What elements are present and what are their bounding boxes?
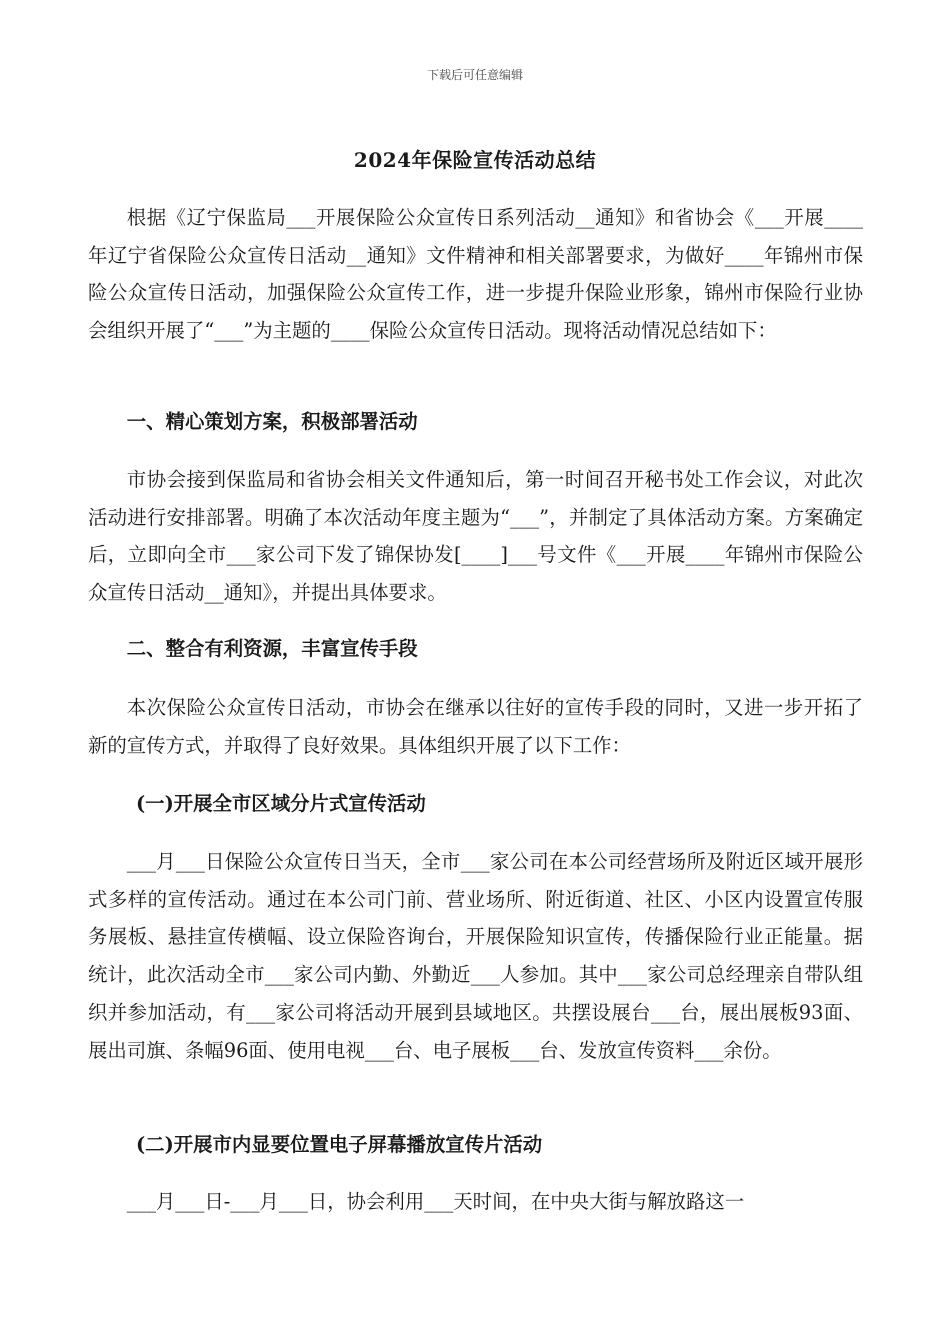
section-1-paragraph-block — [88, 461, 863, 612]
subsection-1-heading-block — [88, 785, 863, 823]
subsection-2-heading: (二)开展市内显要位置电子屏幕播放宣传片活动 — [136, 1133, 543, 1156]
section-1-heading: 一、精心策划方案，积极部署活动 — [126, 410, 418, 433]
subsection-1-heading: (一)开展全市区域分片式宣传活动 — [136, 792, 426, 815]
header-note: 下载后可任意编辑 — [426, 68, 523, 82]
subsection-2-paragraph-block — [88, 1183, 863, 1221]
subsection-1-paragraph: ___月___日保险公众宣传日当天，全市___家公司在本公司经营场所及附近区域开展形式多样的宣传活动。通过在本公司门前、营业场所、附近街道、社区、小区内设置宣传服务展板、悬挂宣传横幅、设立保险咨询台，开展保险知识宣传，传播保险行业正能量。据统计，此次活动全市___家公司内勤、外勤近___人参加。其中___家公司总经理亲自带队组织并参加活动，有___家公司将活动开展到县域地区。共摆设展台___台，展出展板93面、展出司旗、条幅96面、使用电视___台、电子展板___台、发放宣传资料___余份。 — [88, 850, 863, 1062]
section-2-heading: 二、整合有利资源，丰富宣传手段 — [126, 637, 418, 660]
subsection-2-heading-block — [88, 1126, 863, 1164]
section-2-paragraph: 本次保险公众宣传日活动，市协会在继承以往好的宣传手段的同时，又进一步开拓了新的宣传方式，并取得了良好效果。具体组织开展了以下工作： — [88, 696, 863, 757]
section-2-heading-block — [88, 630, 863, 668]
document-title: 2024年保险宣传活动总结 — [353, 148, 597, 172]
intro-block — [88, 199, 863, 350]
subsection-2-paragraph: ___月___日-___月___日，协会利用___天时间，在中央大街与解放路这一 — [126, 1190, 745, 1213]
section-1-heading-block — [88, 403, 863, 441]
section-2-paragraph-block — [88, 689, 863, 764]
section-1-paragraph: 市协会接到保监局和省协会相关文件通知后，第一时间召开秘书处工作会议，对此次活动进行安排部署。明确了本次活动年度主题为“___”，并制定了具体活动方案。方案确定后，立即向全市___家公司下发了锦保协发[____]___号文件《___开展____年锦州市保险公众宣传日活动__通知》，并提出具体要求。 — [88, 468, 863, 605]
intro-paragraph: 根据《辽宁保监局___开展保险公众宣传日系列活动__通知》和省协会《___开展____年辽宁省保险公众宣传日活动__通知》文件精神和相关部署要求，为做好____年锦州市保险公众宣传日活动，加强保险公众宣传工作，进一步提升保险业形象，锦州市保险行业协会组织开展了“___”为主题的____保险公众宣传日活动。现将活动情况总结如下： — [88, 206, 863, 343]
subsection-1-paragraph-block — [88, 843, 863, 1069]
